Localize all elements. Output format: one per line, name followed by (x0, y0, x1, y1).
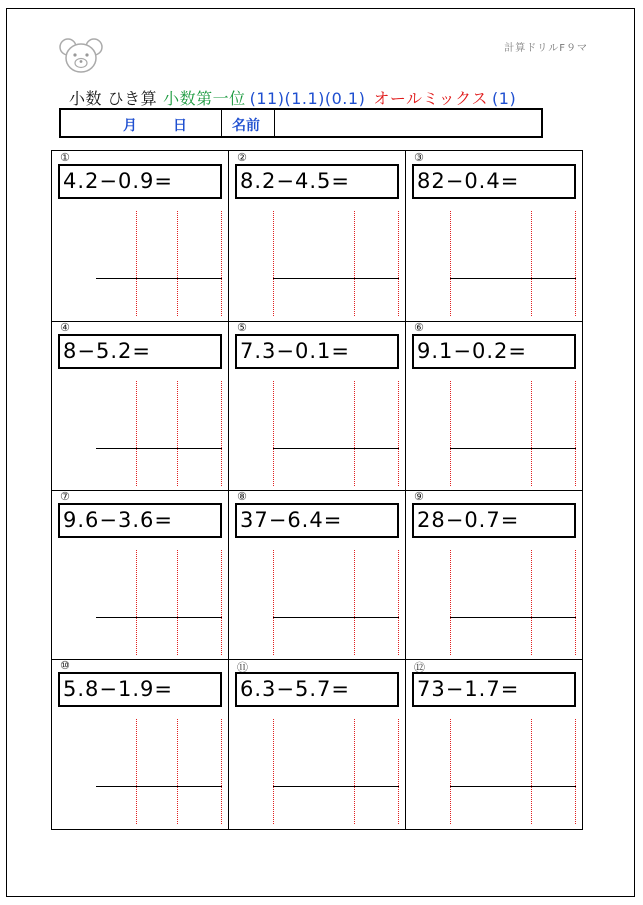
problem-cell (229, 659, 405, 828)
answer-line[interactable] (273, 617, 399, 618)
problem-cell (229, 151, 405, 320)
guide-line (398, 719, 399, 824)
guide-line (450, 719, 451, 824)
guide-line (177, 719, 178, 824)
answer-line[interactable] (450, 448, 576, 449)
problem-cell (52, 151, 228, 320)
problem-cell (406, 490, 582, 659)
problem-cell (229, 490, 405, 659)
guide-line (136, 211, 137, 316)
problem-number: ① (60, 151, 70, 164)
problem-expression: 8−5.2= (58, 334, 222, 369)
answer-line[interactable] (450, 278, 576, 279)
answer-line[interactable] (96, 448, 222, 449)
guide-line (273, 381, 274, 486)
answer-line[interactable] (273, 278, 399, 279)
guide-line (221, 550, 222, 655)
problem-cell (406, 659, 582, 828)
problem-expression: 6.3−5.7= (235, 672, 399, 707)
guide-line (575, 550, 576, 655)
answer-line[interactable] (273, 448, 399, 449)
name-field[interactable] (275, 110, 541, 136)
worksheet-title (69, 86, 516, 109)
guide-line (273, 719, 274, 824)
guide-line (575, 719, 576, 824)
title-part-4: オールミックス (373, 89, 489, 108)
guide-line (273, 550, 274, 655)
guide-line (273, 211, 274, 316)
problem-cell (52, 490, 228, 659)
problem-number: ⑦ (60, 490, 70, 503)
problem-expression: 73−1.7= (412, 672, 576, 707)
title-part-3: (11)(1.1)(0.1) (249, 89, 366, 108)
problem-expression: 5.8−1.9= (58, 672, 222, 707)
problem-number: ⑤ (237, 321, 247, 334)
problem-number: ③ (414, 151, 424, 164)
month-label: 月 (123, 118, 137, 134)
problem-cell (406, 151, 582, 320)
title-part-1: 小数 ひき算 (69, 89, 158, 108)
name-label: 名前 (232, 118, 260, 134)
guide-line (221, 381, 222, 486)
answer-line[interactable] (450, 617, 576, 618)
guide-line (221, 719, 222, 824)
problem-cell (52, 321, 228, 490)
problem-cell (52, 659, 228, 828)
name-date-bar (59, 108, 543, 138)
answer-line[interactable] (96, 786, 222, 787)
answer-line[interactable] (450, 786, 576, 787)
problem-cell (406, 321, 582, 490)
brand-label: 計算ドリルF９マ (504, 43, 588, 54)
guide-line (531, 381, 532, 486)
guide-line (177, 550, 178, 655)
problem-expression: 9.1−0.2= (412, 334, 576, 369)
answer-line[interactable] (96, 617, 222, 618)
answer-line[interactable] (273, 786, 399, 787)
guide-line (354, 550, 355, 655)
problem-number: ⑪ (237, 661, 248, 674)
problem-number: ⑩ (60, 659, 70, 672)
problem-expression: 9.6−3.6= (58, 503, 222, 538)
guide-line (136, 381, 137, 486)
problem-number: ⑫ (414, 661, 425, 674)
problem-number: ⑧ (237, 490, 247, 503)
guide-line (531, 211, 532, 316)
problem-number: ⑥ (414, 321, 424, 334)
problem-number: ④ (60, 321, 70, 334)
problem-expression: 82−0.4= (412, 164, 576, 199)
name-label-cell (222, 110, 275, 136)
guide-line (398, 211, 399, 316)
guide-line (177, 381, 178, 486)
guide-line (136, 719, 137, 824)
guide-line (221, 211, 222, 316)
problem-cell (229, 321, 405, 490)
guide-line (354, 211, 355, 316)
guide-line (531, 550, 532, 655)
guide-line (398, 381, 399, 486)
problem-expression: 28−0.7= (412, 503, 576, 538)
guide-line (450, 211, 451, 316)
day-label: 日 (173, 118, 187, 134)
guide-line (354, 381, 355, 486)
bear-logo-icon (57, 37, 105, 75)
guide-line (136, 550, 137, 655)
problem-expression: 37−6.4= (235, 503, 399, 538)
date-field[interactable] (61, 110, 222, 136)
guide-line (575, 381, 576, 486)
guide-line (177, 211, 178, 316)
answer-line[interactable] (96, 278, 222, 279)
problem-number: ⑨ (414, 490, 424, 503)
title-part-5: (1) (492, 89, 517, 108)
problem-number: ② (237, 151, 247, 164)
title-part-2: 小数第一位 (163, 89, 246, 108)
guide-line (531, 719, 532, 824)
guide-line (450, 550, 451, 655)
problem-grid (51, 150, 583, 830)
guide-line (354, 719, 355, 824)
problem-expression: 7.3−0.1= (235, 334, 399, 369)
guide-line (575, 211, 576, 316)
guide-line (450, 381, 451, 486)
problem-expression: 4.2−0.9= (58, 164, 222, 199)
problem-expression: 8.2−4.5= (235, 164, 399, 199)
guide-line (398, 550, 399, 655)
